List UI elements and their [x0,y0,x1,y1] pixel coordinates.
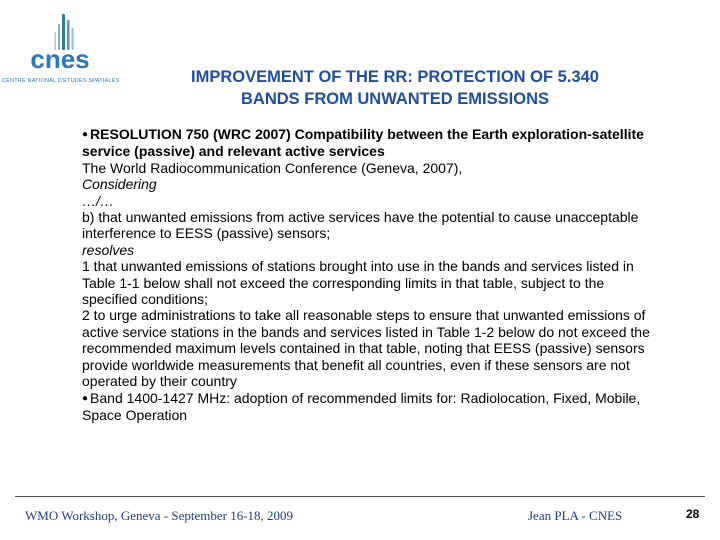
bullet-resolution-text: RESOLUTION 750 (WRC 2007) Compatibility between the Earth exploration-satellite service (passive) and relevant active services [82,126,644,160]
bullet-band-text: Band 1400-1427 MHz: adoption of recommended limits for: Radiolocation, Fixed, Mobile, Space Operation [82,389,641,423]
title-line-2: BANDS FROM UNWANTED EMISSIONS [240,90,549,108]
page-number: 28 [686,507,700,521]
bullet-dot-icon: ● [82,129,89,140]
title-line-1: IMPROVEMENT OF THE RR: PROTECTION OF 5.340 [191,68,599,86]
footer-event: WMO Workshop, Geneva - September 16-18, 2009 [25,508,294,523]
cnes-logo [2,10,120,90]
considering-label: Considering [82,176,157,193]
slide-body [82,126,662,423]
bullet-resolution [82,126,662,160]
point-b: b) that unwanted emissions from active services have the potential to cause unacceptable interference to EESS (passive) sensors; [82,209,639,242]
slide-title [140,66,650,110]
resolves-1: 1 that unwanted emissions of stations brought into use in the bands and services listed in Table 1-1 below shall not exceed the corresponding limits in that table, subject to the specified conditions; [82,258,634,308]
footer-divider [15,496,705,497]
resolves-2: 2 to urge administrations to take all reasonable steps to ensure that unwanted emissions of active service stations in the bands and services listed in Table 1-2 below do not exceed the recommended maximum levels contained in that table, noting that EESS (passive) sensors provide worldwide measurements that benefit all countries, even if these sensors are not operated by their country [82,307,650,390]
resolves-label: resolves [82,241,135,258]
conference-paragraph: The World Radiocommunication Conference (Geneva, 2007), [82,159,463,176]
bullet-dot-icon: ● [82,392,89,404]
cnes-wordmark: cnes [30,44,90,74]
cnes-logo-icon [22,10,102,76]
bullet-band [82,390,662,424]
logo-subtitle: CENTRE NATIONAL D'ETUDES SPATIALES [2,78,120,84]
ellipsis-text: …/… [82,192,114,209]
footer-author: Jean PLA - CNES [528,508,623,523]
